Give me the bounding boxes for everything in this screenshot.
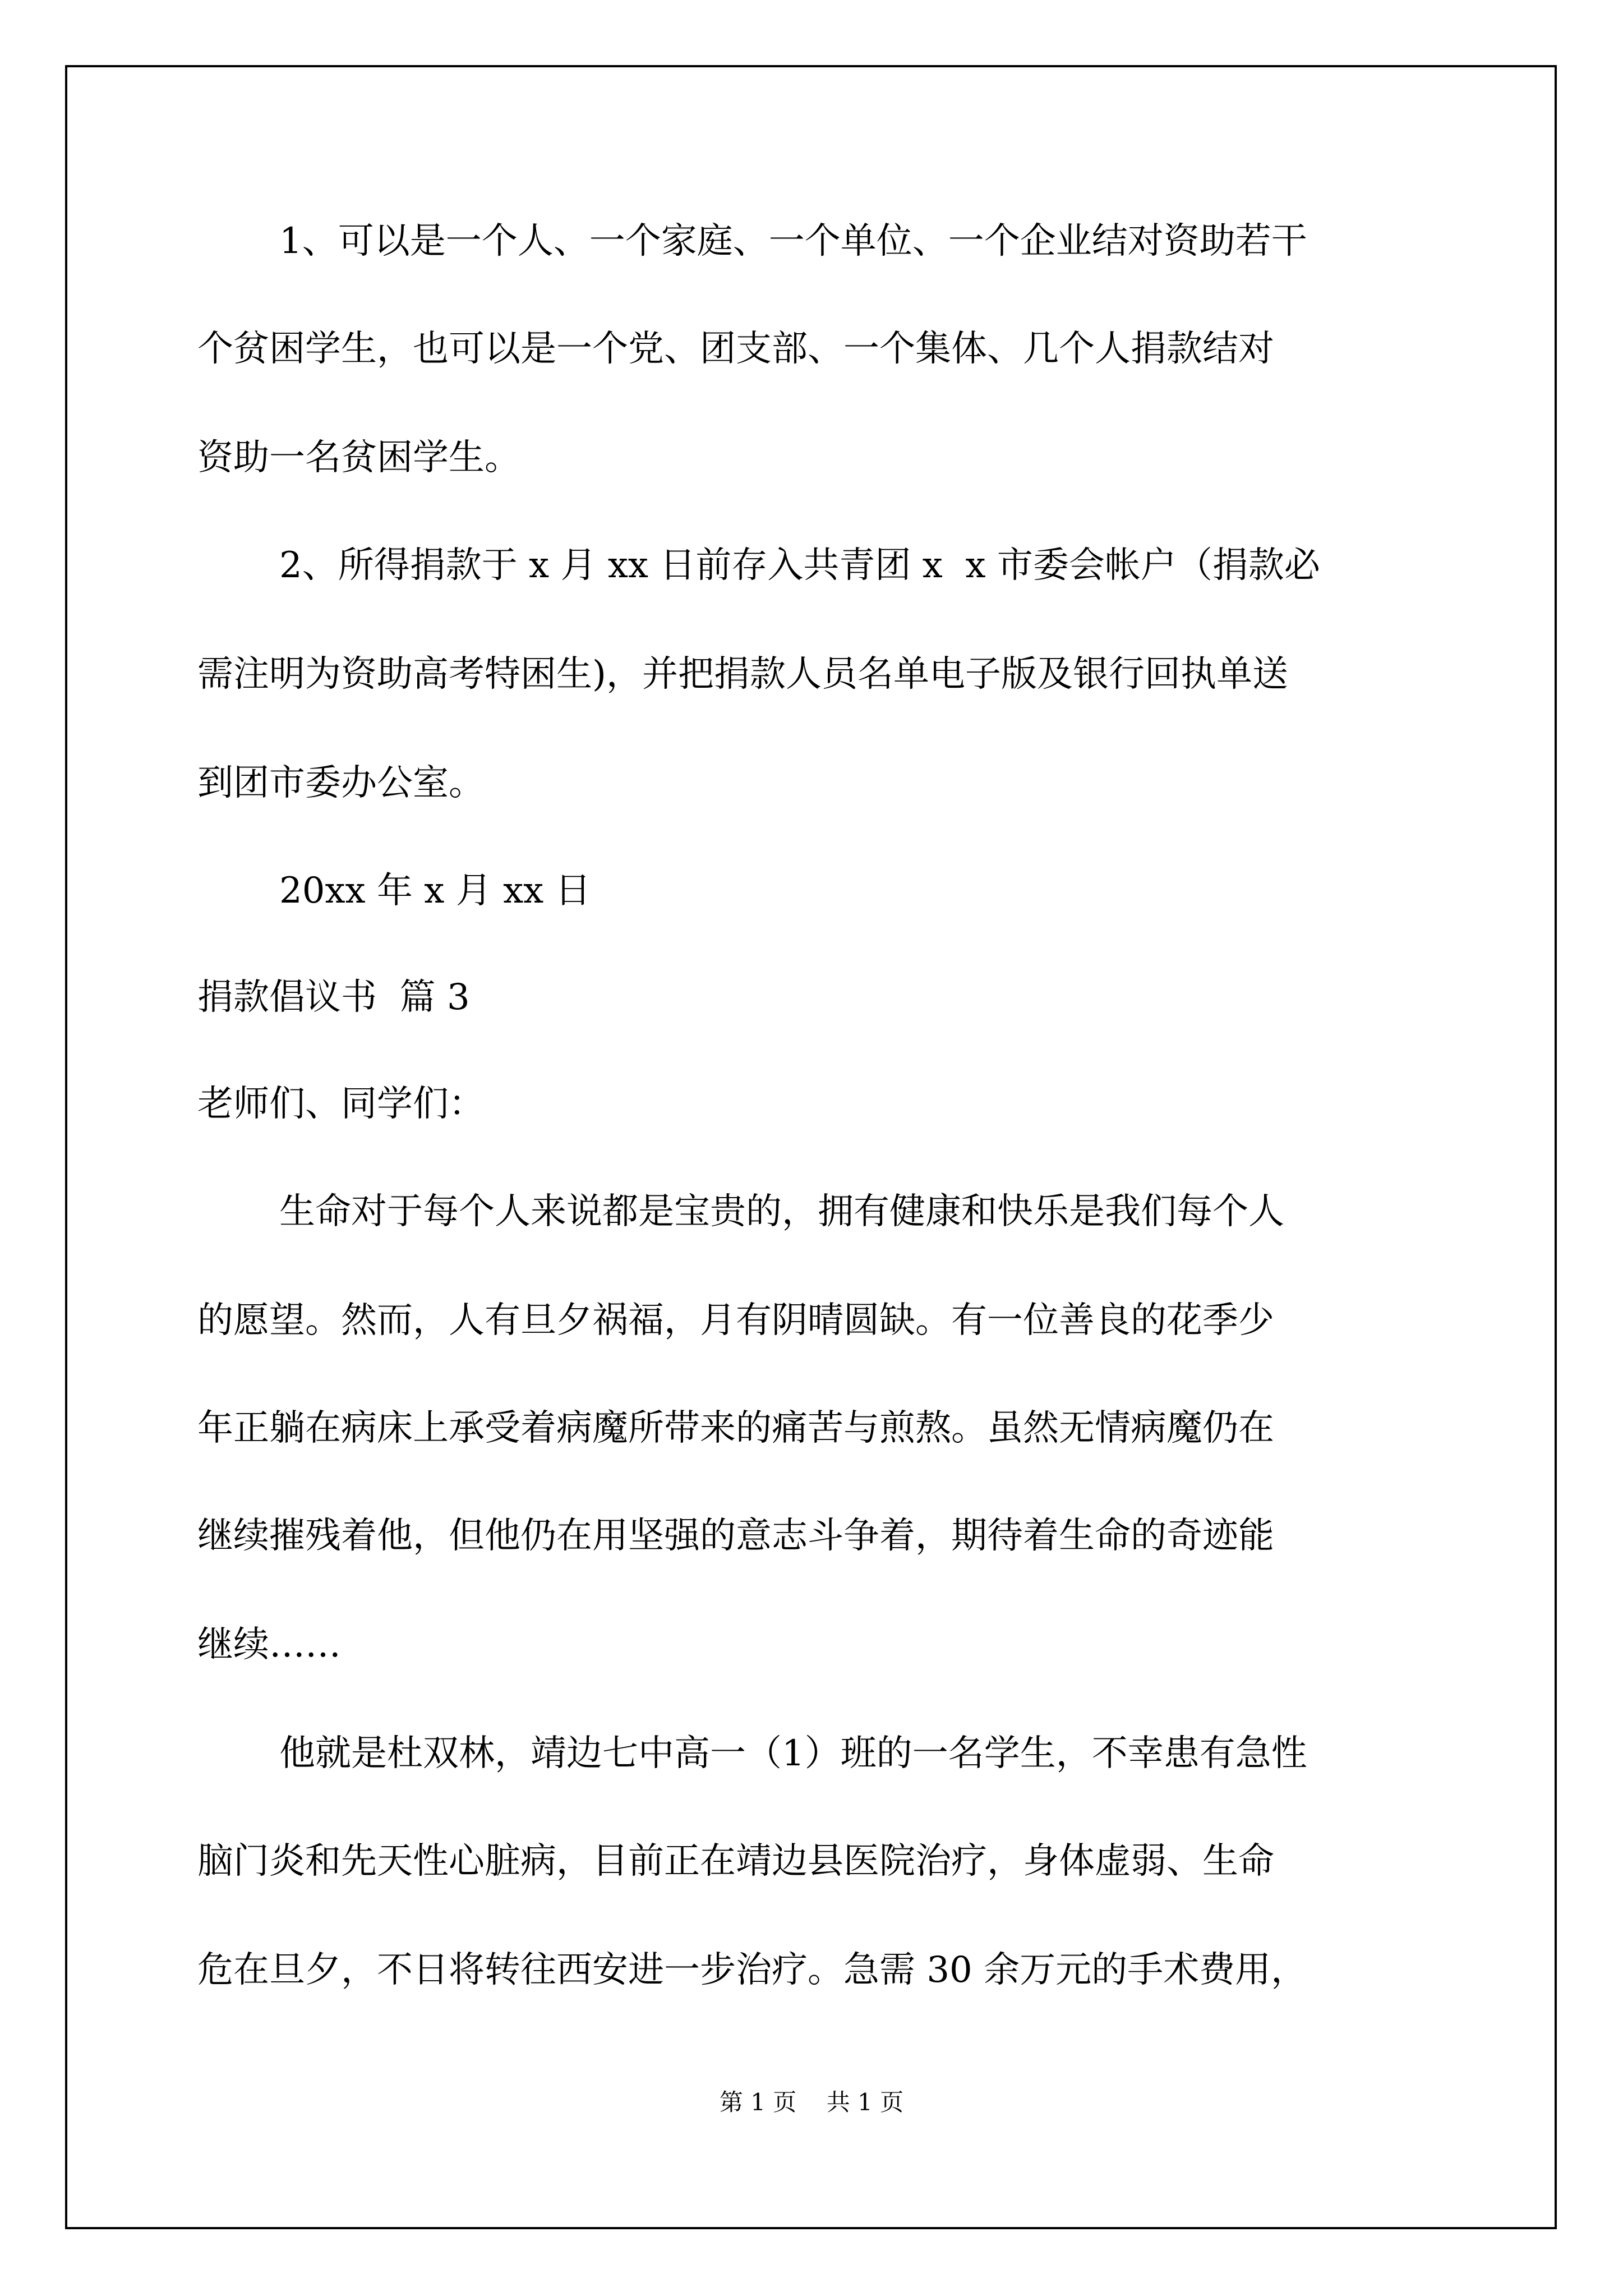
paragraph-line: 到团市委办公室。: [197, 762, 485, 804]
paragraph-line: 的愿望。然而，人有旦夕祸福，月有阴晴圆缺。有一位善良的花季少: [197, 1300, 1274, 1341]
paragraph-line: 1、可以是一个人、一个家庭、一个单位、一个企业结对资助若干: [279, 220, 1307, 262]
paragraph-line: 年正躺在病床上承受着病魔所带来的痛苦与煎熬。虽然无情病魔仍在: [197, 1407, 1274, 1449]
paragraph-line: 资助一名贫困学生。: [197, 437, 520, 478]
paragraph-line: 2、所得捐款于 x 月 xx 日前存入共青团 x x 市委会帐户（捐款必: [279, 545, 1320, 586]
page-border: [65, 65, 1557, 2229]
paragraph-line: 他就是杜双林，靖边七中高一（1）班的一名学生，不幸患有急性: [279, 1733, 1307, 1774]
section-title: 捐款倡议书 篇 3: [197, 977, 470, 1018]
paragraph-line: 危在旦夕，不日将转往西安进一步治疗。急需 30 余万元的手术费用，: [197, 1949, 1307, 1991]
paragraph-line: 需注明为资助高考特困生)，并把捐款人员名单电子版及银行回执单送: [197, 654, 1288, 695]
paragraph-line: 个贫困学生，也可以是一个党、团支部、一个集体、几个人捐款结对: [197, 328, 1274, 370]
date-line: 20xx 年 x 月 xx 日: [279, 870, 591, 912]
salutation: 老师们、同学们：: [197, 1083, 485, 1125]
paragraph-line: 继续摧残着他，但他仍在用坚强的意志斗争着，期待着生命的奇迹能: [197, 1515, 1274, 1557]
page-footer: 第 1 页 共 1 页: [719, 2088, 904, 2116]
paragraph-line: 继续……: [197, 1624, 341, 1665]
paragraph-line: 生命对于每个人来说都是宝贵的，拥有健康和快乐是我们每个人: [279, 1191, 1284, 1232]
paragraph-line: 脑门炎和先天性心脏病，目前正在靖边县医院治疗，身体虚弱、生命: [197, 1841, 1274, 1882]
